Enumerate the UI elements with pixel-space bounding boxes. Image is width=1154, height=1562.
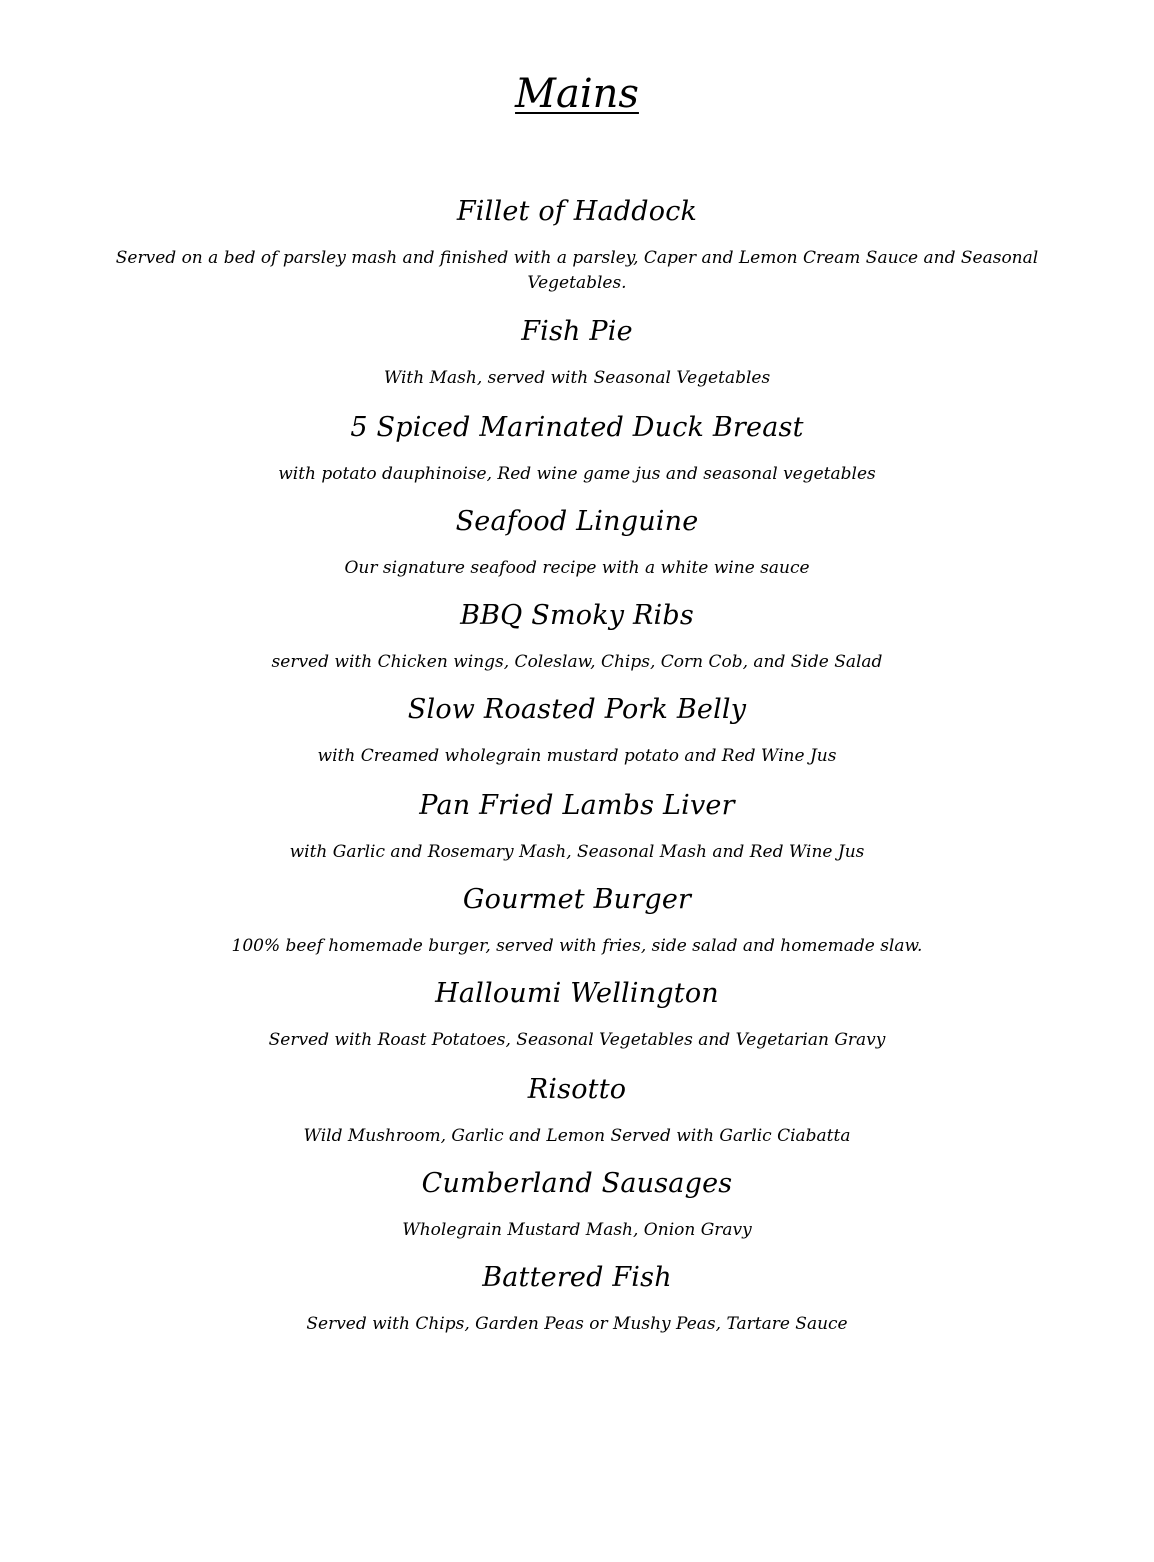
- menu-item-description: Served with Chips, Garden Peas or Mushy Peas, Tartare Sauce: [306, 1314, 848, 1334]
- menu-item-description: Wholegrain Mustard Mash, Onion Gravy: [402, 1220, 752, 1240]
- menu-item-name: Gourmet Burger: [462, 884, 692, 915]
- menu-item-description: Served on a bed of parsley mash and finished with a parsley, Caper and Lemon Cream Sauce and Seasonal Vegetables.: [115, 248, 1039, 293]
- menu-item-description: with potato dauphinoise, Red wine game jus and seasonal vegetables: [278, 464, 876, 484]
- menu-item-description: with Creamed wholegrain mustard potato and Red Wine Jus: [317, 746, 837, 766]
- menu-item-name: Cumberland Sausages: [421, 1168, 733, 1199]
- menu-item-name: Battered Fish: [482, 1262, 672, 1293]
- menu-item-name: Pan Fried Lambs Liver: [419, 790, 735, 821]
- menu-item-description: Wild Mushroom, Garlic and Lemon Served with Garlic Ciabatta: [303, 1126, 851, 1146]
- menu-item-name: Fillet of Haddock: [456, 196, 698, 227]
- menu-item-description: with Garlic and Rosemary Mash, Seasonal Mash and Red Wine Jus: [289, 842, 865, 862]
- menu-item-name: BBQ Smoky Ribs: [460, 600, 694, 631]
- menu-item-name: Seafood Linguine: [455, 506, 699, 537]
- menu-item-description: served with Chicken wings, Coleslaw, Chips, Corn Cob, and Side Salad: [271, 652, 883, 672]
- menu-item-name: Risotto: [527, 1074, 627, 1105]
- menu-title: Mains: [515, 71, 639, 117]
- menu-item-name: Fish Pie: [521, 316, 633, 347]
- menu-item-name: Halloumi Wellington: [435, 978, 719, 1009]
- menu-item-description: With Mash, served with Seasonal Vegetables: [383, 368, 771, 388]
- menu-item-description: Served with Roast Potatoes, Seasonal Vegetables and Vegetarian Gravy: [268, 1030, 886, 1050]
- menu-item-name: Slow Roasted Pork Belly: [407, 694, 747, 725]
- menu-item-description: Our signature seafood recipe with a white wine sauce: [344, 558, 810, 578]
- menu-item-description: 100% beef homemade burger, served with fries, side salad and homemade slaw.: [231, 936, 923, 956]
- menu-item-name: 5 Spiced Marinated Duck Breast: [350, 412, 804, 443]
